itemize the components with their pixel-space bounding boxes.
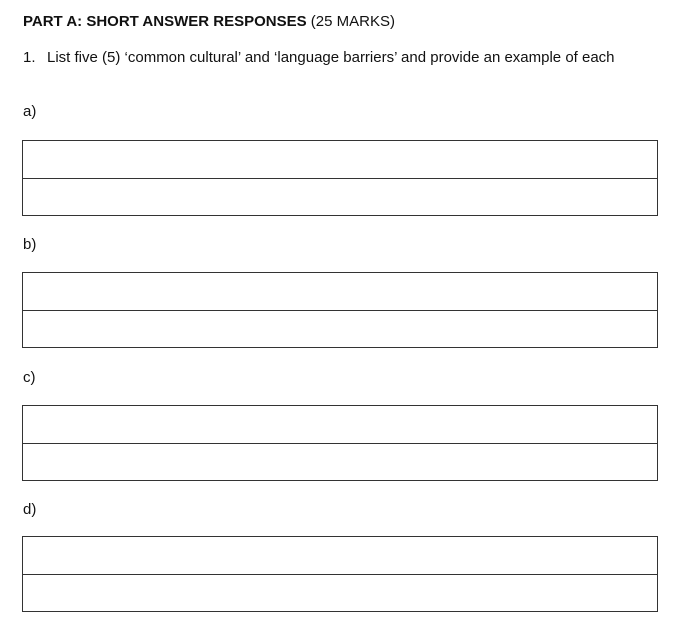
part-label-b: b) bbox=[23, 236, 37, 253]
answer-line-a-2[interactable] bbox=[23, 178, 657, 215]
answer-line-b-2[interactable] bbox=[23, 310, 657, 347]
answer-box-d bbox=[22, 536, 658, 612]
section-heading bbox=[23, 13, 395, 31]
answer-box-b bbox=[22, 272, 658, 348]
question-text: List five (5) ‘common cultural’ and ‘language barriers’ and provide an example of each bbox=[47, 49, 615, 66]
question-number: 1. bbox=[23, 49, 36, 66]
answer-line-c-2[interactable] bbox=[23, 443, 657, 480]
answer-box-c bbox=[22, 405, 658, 481]
part-label-d: d) bbox=[23, 501, 37, 518]
section-marks: (25 MARKS) bbox=[306, 13, 395, 30]
answer-line-b-1[interactable] bbox=[23, 273, 657, 310]
answer-box-a bbox=[22, 140, 658, 216]
part-label-a: a) bbox=[23, 103, 37, 120]
answer-line-d-2[interactable] bbox=[23, 574, 657, 611]
answer-line-c-1[interactable] bbox=[23, 406, 657, 443]
part-label-c: c) bbox=[23, 369, 36, 386]
answer-line-d-1[interactable] bbox=[23, 537, 657, 574]
answer-line-a-1[interactable] bbox=[23, 141, 657, 178]
section-title: PART A: SHORT ANSWER RESPONSES bbox=[23, 13, 307, 30]
